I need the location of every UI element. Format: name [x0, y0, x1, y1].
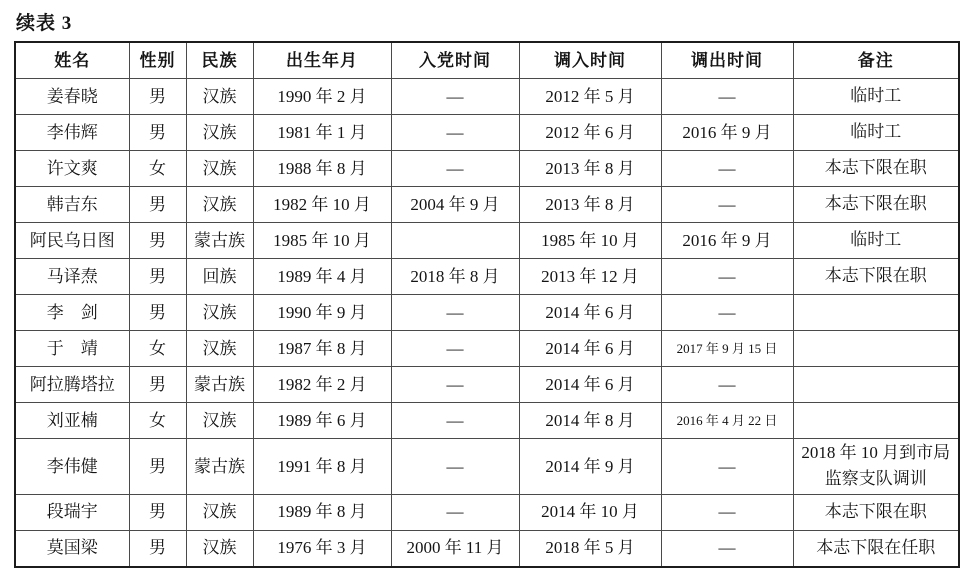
cell-transfer-in-time: 2018 年 5 月 [519, 530, 661, 567]
table-row [15, 530, 959, 567]
cell-party-join-time [391, 223, 519, 259]
cell-ethnicity: 回族 [186, 259, 253, 295]
table-continuation-title: 续表 3 [16, 13, 73, 34]
cell-ethnicity: 汉族 [186, 530, 253, 567]
cell-transfer-out-time: — [661, 367, 793, 403]
column-header-ethnicity: 民族 [186, 42, 253, 79]
cell-party-join-time: — [391, 331, 519, 367]
table-header-row [15, 42, 959, 79]
cell-transfer-out-time: 2016 年 9 月 [661, 115, 793, 151]
cell-birth-date: 1982 年 10 月 [253, 187, 391, 223]
column-header-birth-date: 出生年月 [253, 42, 391, 79]
table-row [15, 223, 959, 259]
cell-birth-date: 1987 年 8 月 [253, 331, 391, 367]
table-row [15, 331, 959, 367]
cell-remarks: 临时工 [793, 115, 959, 151]
cell-gender: 男 [129, 530, 186, 567]
cell-birth-date: 1989 年 4 月 [253, 259, 391, 295]
cell-transfer-in-time: 2014 年 6 月 [519, 331, 661, 367]
cell-remarks: 临时工 [793, 223, 959, 259]
cell-ethnicity: 汉族 [186, 151, 253, 187]
cell-gender: 男 [129, 223, 186, 259]
cell-ethnicity: 汉族 [186, 403, 253, 439]
table-row [15, 403, 959, 439]
cell-transfer-out-time: — [661, 79, 793, 115]
header-row [15, 42, 959, 79]
column-header-gender: 性别 [129, 42, 186, 79]
cell-ethnicity: 汉族 [186, 115, 253, 151]
cell-remarks: 本志下限在职 [793, 259, 959, 295]
cell-name: 莫国梁 [15, 530, 129, 567]
table-row [15, 151, 959, 187]
cell-name: 阿民乌日图 [15, 223, 129, 259]
cell-transfer-in-time: 2013 年 8 月 [519, 151, 661, 187]
cell-gender: 男 [129, 494, 186, 530]
cell-party-join-time: — [391, 295, 519, 331]
cell-gender: 男 [129, 367, 186, 403]
cell-party-join-time: 2018 年 8 月 [391, 259, 519, 295]
cell-party-join-time: — [391, 115, 519, 151]
cell-remarks: 临时工 [793, 79, 959, 115]
cell-transfer-out-time: — [661, 259, 793, 295]
cell-remarks [793, 331, 959, 367]
cell-party-join-time: — [391, 494, 519, 530]
cell-name: 于 靖 [15, 331, 129, 367]
cell-birth-date: 1990 年 2 月 [253, 79, 391, 115]
cell-party-join-time: — [391, 367, 519, 403]
cell-gender: 女 [129, 151, 186, 187]
cell-name: 许文爽 [15, 151, 129, 187]
column-header-remarks: 备注 [793, 42, 959, 79]
cell-remarks: 本志下限在职 [793, 187, 959, 223]
table-row [15, 494, 959, 530]
cell-birth-date: 1990 年 9 月 [253, 295, 391, 331]
cell-ethnicity: 蒙古族 [186, 439, 253, 495]
table-row [15, 367, 959, 403]
cell-name: 姜春晓 [15, 79, 129, 115]
cell-ethnicity: 蒙古族 [186, 223, 253, 259]
cell-transfer-in-time: 1985 年 10 月 [519, 223, 661, 259]
cell-party-join-time: — [391, 439, 519, 495]
cell-ethnicity: 汉族 [186, 187, 253, 223]
cell-remarks [793, 295, 959, 331]
cell-birth-date: 1989 年 6 月 [253, 403, 391, 439]
cell-transfer-in-time: 2014 年 8 月 [519, 403, 661, 439]
column-header-party-join-time: 入党时间 [391, 42, 519, 79]
cell-transfer-in-time: 2014 年 10 月 [519, 494, 661, 530]
table-row [15, 259, 959, 295]
table-row [15, 115, 959, 151]
cell-gender: 男 [129, 79, 186, 115]
cell-transfer-out-time: 2017 年 9 月 15 日 [661, 331, 793, 367]
cell-gender: 女 [129, 331, 186, 367]
cell-name: 李伟健 [15, 439, 129, 495]
cell-ethnicity: 汉族 [186, 295, 253, 331]
cell-birth-date: 1981 年 1 月 [253, 115, 391, 151]
cell-transfer-out-time: — [661, 151, 793, 187]
cell-party-join-time: — [391, 403, 519, 439]
cell-remarks: 本志下限在任职 [793, 530, 959, 567]
cell-name: 阿拉腾塔拉 [15, 367, 129, 403]
cell-transfer-in-time: 2012 年 5 月 [519, 79, 661, 115]
cell-transfer-out-time: — [661, 494, 793, 530]
cell-remarks: 2018 年 10 月到市局监察支队调训 [793, 439, 959, 495]
cell-transfer-out-time: 2016 年 4 月 22 日 [661, 403, 793, 439]
cell-name: 段瑞宇 [15, 494, 129, 530]
cell-party-join-time: 2000 年 11 月 [391, 530, 519, 567]
cell-party-join-time: — [391, 79, 519, 115]
cell-transfer-out-time: — [661, 187, 793, 223]
cell-birth-date: 1991 年 8 月 [253, 439, 391, 495]
cell-transfer-in-time: 2014 年 6 月 [519, 295, 661, 331]
cell-gender: 男 [129, 187, 186, 223]
cell-birth-date: 1985 年 10 月 [253, 223, 391, 259]
cell-gender: 男 [129, 115, 186, 151]
cell-transfer-out-time: — [661, 439, 793, 495]
cell-birth-date: 1982 年 2 月 [253, 367, 391, 403]
cell-transfer-out-time: — [661, 530, 793, 567]
cell-transfer-in-time: 2012 年 6 月 [519, 115, 661, 151]
cell-gender: 男 [129, 295, 186, 331]
cell-name: 刘亚楠 [15, 403, 129, 439]
cell-ethnicity: 汉族 [186, 494, 253, 530]
cell-ethnicity: 汉族 [186, 79, 253, 115]
cell-birth-date: 1988 年 8 月 [253, 151, 391, 187]
cell-transfer-in-time: 2013 年 12 月 [519, 259, 661, 295]
table-row [15, 187, 959, 223]
cell-remarks: 本志下限在职 [793, 151, 959, 187]
cell-birth-date: 1976 年 3 月 [253, 530, 391, 567]
table-row [15, 79, 959, 115]
cell-remarks [793, 367, 959, 403]
cell-party-join-time: 2004 年 9 月 [391, 187, 519, 223]
cell-transfer-out-time: 2016 年 9 月 [661, 223, 793, 259]
cell-transfer-in-time: 2013 年 8 月 [519, 187, 661, 223]
cell-party-join-time: — [391, 151, 519, 187]
cell-birth-date: 1989 年 8 月 [253, 494, 391, 530]
column-header-transfer-out-time: 调出时间 [661, 42, 793, 79]
cell-name: 韩吉东 [15, 187, 129, 223]
cell-name: 李 剑 [15, 295, 129, 331]
table-row [15, 295, 959, 331]
cell-remarks [793, 403, 959, 439]
cell-name: 马译焘 [15, 259, 129, 295]
cell-ethnicity: 汉族 [186, 331, 253, 367]
cell-transfer-in-time: 2014 年 6 月 [519, 367, 661, 403]
column-header-transfer-in-time: 调入时间 [519, 42, 661, 79]
cell-gender: 男 [129, 439, 186, 495]
cell-name: 李伟辉 [15, 115, 129, 151]
cell-transfer-in-time: 2014 年 9 月 [519, 439, 661, 495]
cell-remarks: 本志下限在职 [793, 494, 959, 530]
table-row [15, 439, 959, 495]
cell-ethnicity: 蒙古族 [186, 367, 253, 403]
cell-gender: 男 [129, 259, 186, 295]
cell-transfer-out-time: — [661, 295, 793, 331]
cell-gender: 女 [129, 403, 186, 439]
column-header-name: 姓名 [15, 42, 129, 79]
table-body [15, 79, 959, 567]
personnel-roster-table [14, 41, 960, 568]
